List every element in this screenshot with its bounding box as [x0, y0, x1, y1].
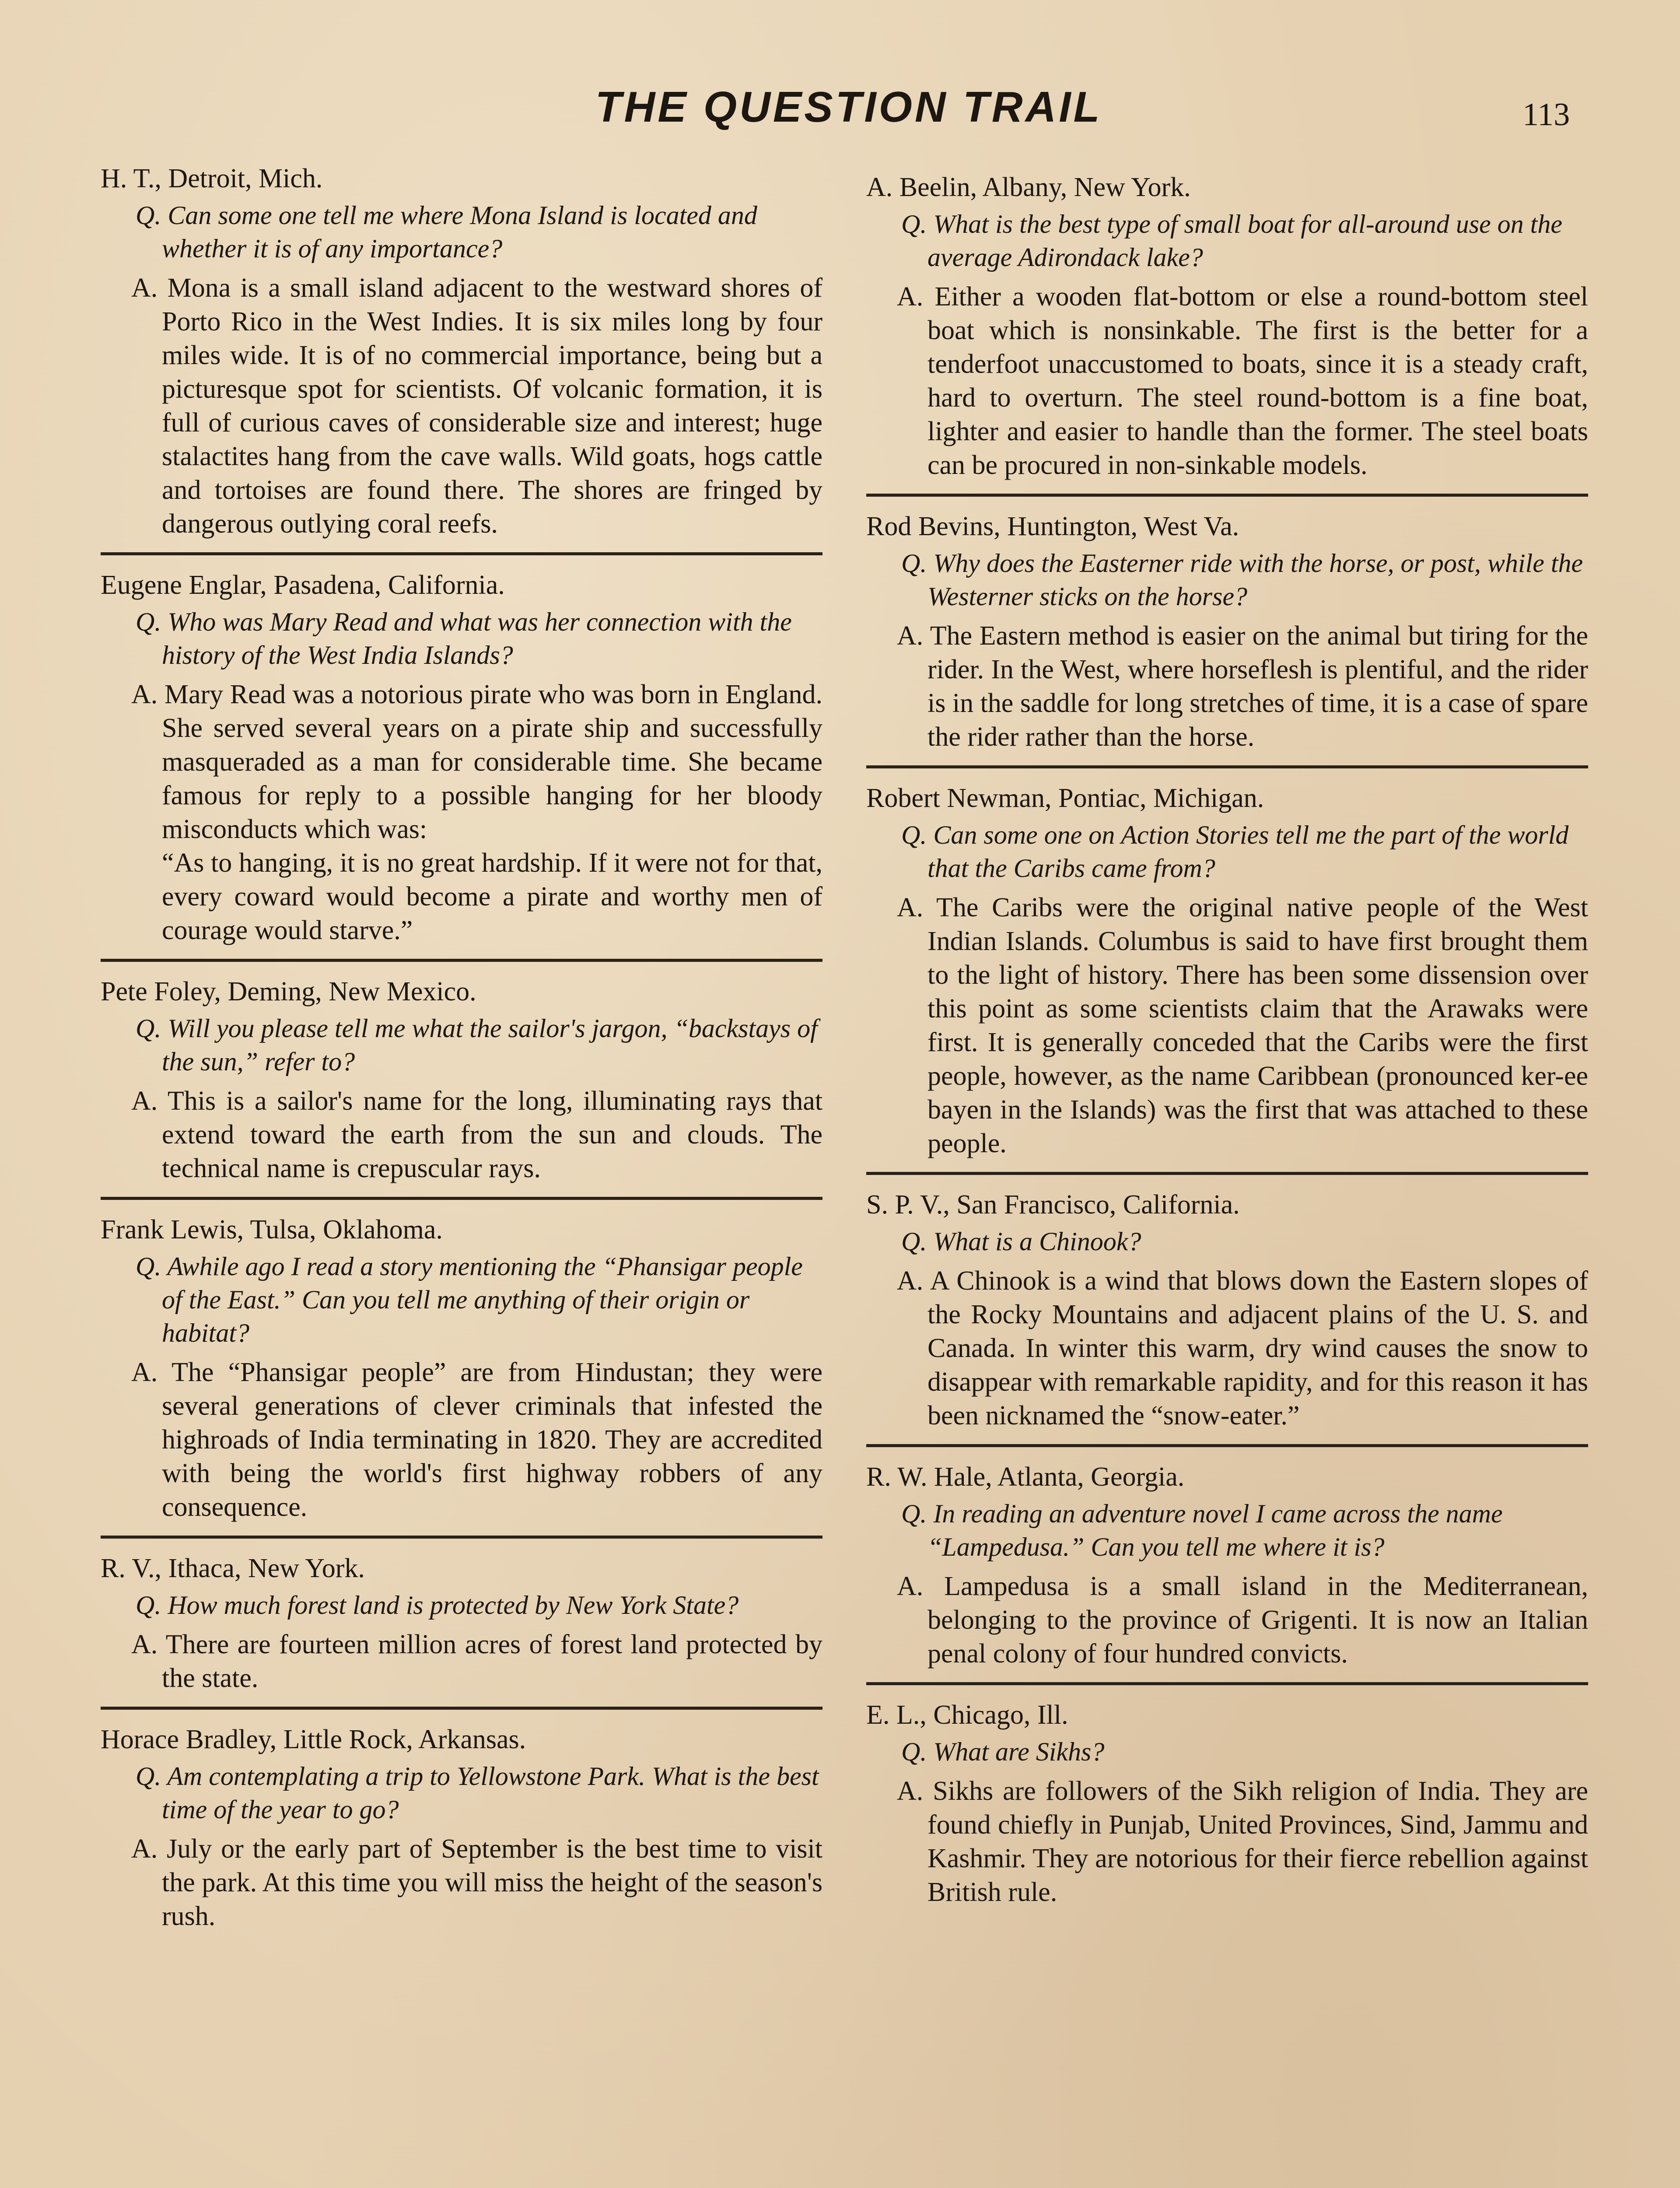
asker-name: R. V., Ithaca, New York.: [101, 1553, 365, 1583]
answer-text: A. The “Phansigar people” are from Hindustan; they were several generations of clever criminals that infested the highroads of India terminating in 1820. They are accredited with being the world's first highway robbers of any consequence.: [131, 1357, 822, 1522]
answer-text: A. There are fourteen million acres of forest land protected by the state.: [131, 1630, 822, 1693]
qa-entry: [866, 782, 1588, 1161]
asker-name: A. Beelin, Albany, New York.: [866, 172, 1191, 202]
qa-entry: [101, 1552, 822, 1695]
divider: [101, 1197, 822, 1200]
question-text: Q. Who was Mary Read and what was her connection with the history of the West India Islands?: [136, 607, 792, 670]
answer-text: A. July or the early part of September is the best time to visit the park. At this time you will miss the height of the season's rush.: [131, 1834, 822, 1931]
divider: [101, 1536, 822, 1539]
qa-entry: [101, 975, 822, 1185]
asker-name: Eugene Englar, Pasadena, California.: [101, 570, 505, 600]
question-text: Q. What is the best type of small boat for all-around use on the average Adirondack lake?: [901, 210, 1562, 272]
answer-text: A. Lampedusa is a small island in the Mediterranean, belonging to the province of Grigenti. It is now an Italian penal colony of four hundred convicts.: [897, 1571, 1588, 1669]
divider: [101, 1707, 822, 1710]
left-column: [101, 162, 822, 1942]
asker-name: Pete Foley, Deming, New Mexico.: [101, 977, 476, 1006]
qa-entry: [101, 568, 822, 947]
answer-text: A. This is a sailor's name for the long, illuminating rays that extend toward the earth from the sun and clouds. The technical name is crepuscular rays.: [131, 1086, 822, 1183]
qa-entry: [866, 171, 1588, 482]
qa-entry: [101, 162, 822, 541]
qa-entry: [866, 510, 1588, 754]
question-text: Q. How much forest land is protected by New York State?: [136, 1591, 739, 1620]
question-text: Q. Awhile ago I read a story mentioning the “Phansigar people of the East.” Can you tell me anything of their origin or habitat?: [136, 1252, 803, 1347]
answer-text: A. Sikhs are followers of the Sikh religion of India. They are found chiefly in Punjab, United Provinces, Sind, Jammu and Kashmir. They are notorious for their fierce rebellion against British rule.: [897, 1776, 1588, 1907]
answer-text: A. Mona is a small island adjacent to the westward shores of Porto Rico in the West Indies. It is six miles long by four miles wide. It is of no commercial importance, being but a picturesque spot for scientists. Of volcanic formation, it is full of curious caves of considerable size and interest; huge stalactites hang from the cave walls. Wild goats, hogs cattle and tortoises are found there. The shores are fringed by dangerous outlying coral reefs.: [131, 273, 822, 539]
qa-entry: [866, 1460, 1588, 1671]
right-column: [866, 171, 1588, 1918]
asker-name: Horace Bradley, Little Rock, Arkansas.: [101, 1725, 526, 1754]
answer-text: A. The Eastern method is easier on the animal but tiring for the rider. In the West, where horseflesh is plentiful, and the rider is in the saddle for long stretches of time, it is a case of spare the rider rather than the horse.: [897, 621, 1588, 752]
asker-name: R. W. Hale, Atlanta, Georgia.: [866, 1462, 1185, 1492]
answer-text: A. The Caribs were the original native people of the West Indian Islands. Columbus is said to have first brought them to the light of history. There has been some dissension over this point as some scientists claim that the Arawaks were first. It is generally conceded that the Caribs were the first people, however, as the name Caribbean (pronounced ker-ee bayen in the Islands) was the first that was attached to these people.: [897, 893, 1588, 1158]
asker-name: Robert Newman, Pontiac, Michigan.: [866, 783, 1264, 813]
answer-quote: “As to hanging, it is no great hardship. If it were not for that, every coward would become a pirate and worthy men of courage would starve.”: [162, 848, 822, 945]
asker-name: S. P. V., San Francisco, California.: [866, 1190, 1240, 1220]
divider: [866, 1682, 1588, 1685]
qa-entry: [866, 1188, 1588, 1433]
asker-name: E. L., Chicago, Ill.: [866, 1700, 1068, 1730]
question-text: Q. In reading an adventure novel I came across the name “Lampedusa.” Can you tell me where it is?: [901, 1499, 1503, 1561]
asker-name: H. T., Detroit, Mich.: [101, 164, 323, 193]
answer-text: A. A Chinook is a wind that blows down the Eastern slopes of the Rocky Mountains and adjacent plains of the U. S. and Canada. In winter this warm, dry wind causes the snow to disappear with remarkable rapidity, and for this reason it has been nicknamed the “snow-eater.”: [897, 1266, 1588, 1431]
question-text: Q. What is a Chinook?: [901, 1227, 1141, 1256]
question-text: Q. Am contemplating a trip to Yellowstone Park. What is the best time of the year to go?: [136, 1762, 819, 1824]
question-text: Q. Can some one on Action Stories tell me the part of the world that the Caribs came from?: [901, 820, 1569, 883]
question-text: Q. Why does the Easterner ride with the horse, or post, while the Westerner sticks on the horse?: [901, 549, 1583, 611]
answer-text: A. Either a wooden flat-bottom or else a round-bottom steel boat which is nonsinkable. The first is the better for a tenderfoot unaccustomed to boats, since it is a steady craft, hard to overturn. The steel round-bottom is a fine boat, lighter and easier to handle than the former. The steel boats can be procured in non-sinkable models.: [897, 282, 1588, 480]
asker-name: Frank Lewis, Tulsa, Oklahoma.: [101, 1215, 443, 1245]
question-text: Q. Will you please tell me what the sailor's jargon, “backstays of the sun,” refer to?: [136, 1014, 818, 1076]
qa-entry: [866, 1698, 1588, 1909]
answer-body: A. Mary Read was a notorious pirate who was born in England. She served several years on a pirate ship and successfully masqueraded as a man for considerable time. She became famous for reply to a possible hanging for her bloody misconducts which was:: [131, 680, 822, 844]
qa-entry: [101, 1213, 822, 1524]
question-text: Q. Can some one tell me where Mona Island is located and whether it is of any importance?: [136, 201, 757, 263]
qa-entry: [101, 1723, 822, 1933]
divider: [101, 552, 822, 555]
divider: [866, 765, 1588, 768]
page-number: 113: [1522, 97, 1570, 133]
answer-text: [131, 678, 822, 947]
divider: [866, 1444, 1588, 1447]
asker-name: Rod Bevins, Huntington, West Va.: [866, 512, 1239, 541]
divider: [101, 959, 822, 962]
question-text: Q. What are Sikhs?: [901, 1737, 1105, 1766]
divider: [866, 1172, 1588, 1175]
divider: [866, 494, 1588, 497]
page-title: THE QUESTION TRAIL: [595, 83, 1102, 131]
